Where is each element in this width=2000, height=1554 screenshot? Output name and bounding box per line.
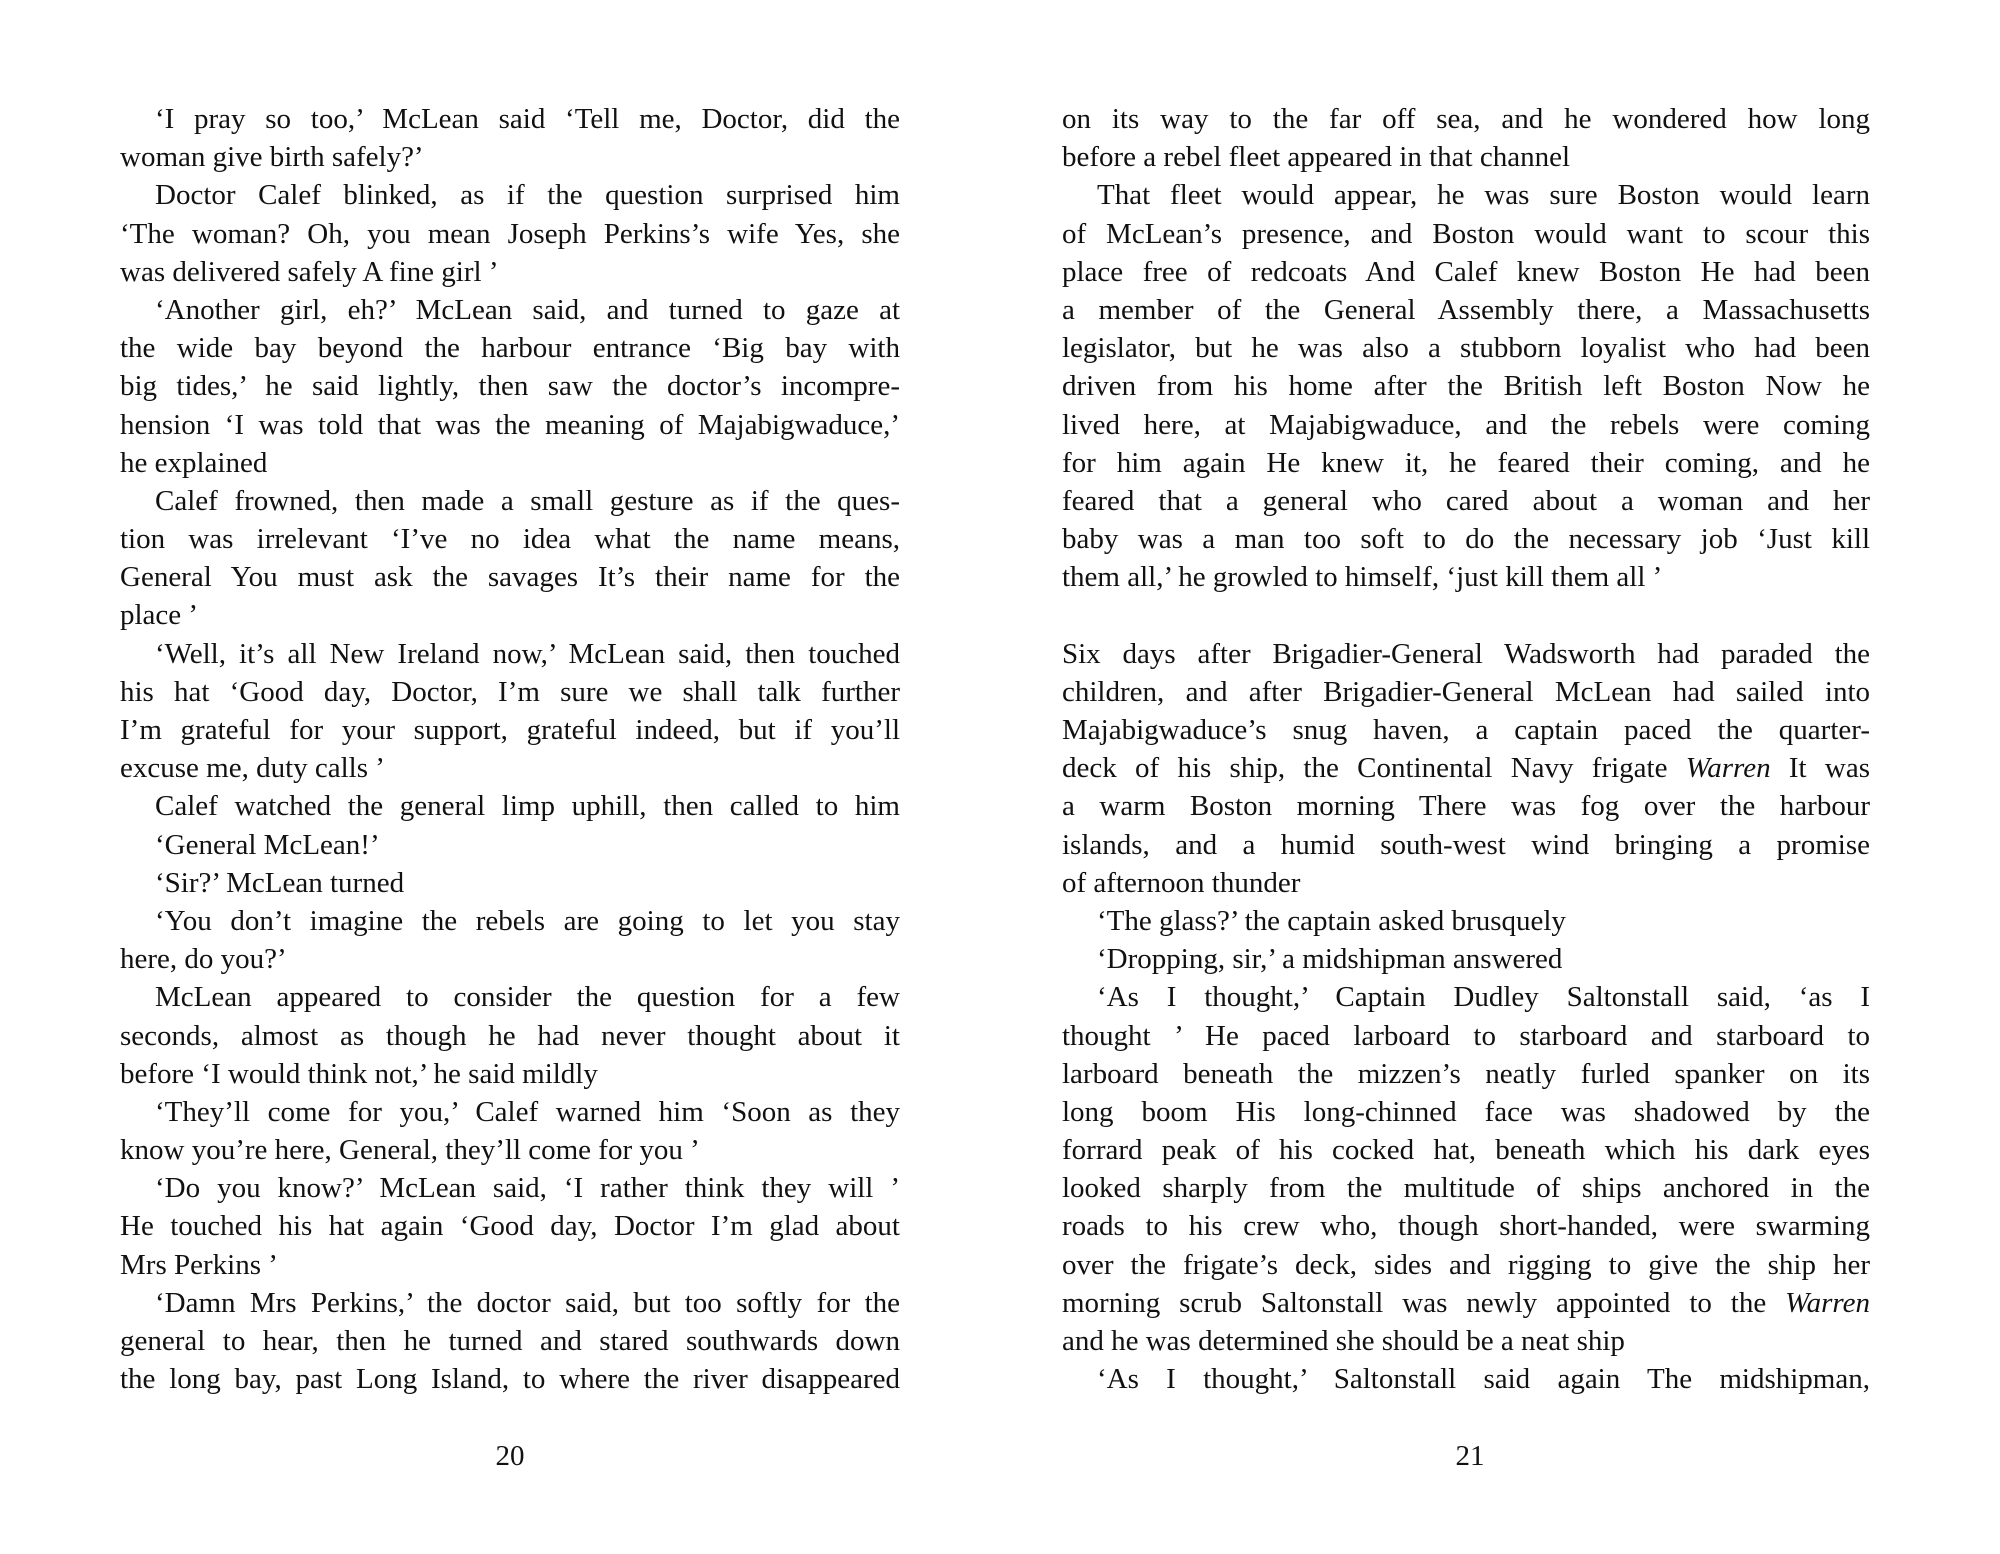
text-line: long boom His long-chinned face was shadowed by the xyxy=(1062,1095,1870,1128)
text-line: tion was irrelevant ‘I’ve no idea what the name means, xyxy=(120,523,900,556)
text-line: roads to his crew who, though short-handed, were swarming xyxy=(1062,1210,1870,1243)
text-line: his hat ‘Good day, Doctor, I’m sure we shall talk further xyxy=(120,675,900,708)
text-line: ‘As I thought,’ Saltonstall said again The midshipman, xyxy=(1097,1363,1870,1396)
text-line: Calef watched the general limp uphill, then called to him xyxy=(155,790,900,823)
left-page-text xyxy=(120,100,900,1398)
text-line: children, and after Brigadier-General McLean had sailed into xyxy=(1062,675,1870,708)
text-line: place ’ xyxy=(120,599,199,632)
text-line: ‘Damn Mrs Perkins,’ the doctor said, but too softly for the xyxy=(155,1286,900,1319)
text-line: looked sharply from the multitude of ships anchored in the xyxy=(1062,1172,1870,1205)
text-line: seconds, almost as though he had never thought about it xyxy=(120,1019,900,1052)
text-line: he explained xyxy=(120,446,268,479)
text-line: ‘Sir?’ McLean turned xyxy=(155,866,405,899)
line-text: morning scrub Saltonstall was newly appointed to the xyxy=(1062,1286,1767,1319)
text-line: of afternoon thunder xyxy=(1062,866,1301,899)
text-line: legislator, but he was also a stubborn loyalist who had been xyxy=(1062,332,1870,365)
text-line: hension ‘I was told that was the meaning of Majabigwaduce,’ xyxy=(120,408,900,441)
text-line: ‘Well, it’s all New Ireland now,’ McLean said, then touched xyxy=(155,637,900,670)
text-line: for him again He knew it, he feared their coming, and he xyxy=(1062,446,1870,479)
text-line: woman give birth safely?’ xyxy=(120,141,424,174)
text-line: islands, and a humid south-west wind bringing a promise xyxy=(1062,828,1870,861)
text-line: a warm Boston morning There was fog over the harbour xyxy=(1062,790,1870,823)
text-line: ‘I pray so too,’ McLean said ‘Tell me, Doctor, did the xyxy=(155,103,900,135)
text-line: thought ’ He paced larboard to starboard and starboard to xyxy=(1062,1019,1870,1052)
text-line: ‘The glass?’ the captain asked brusquely xyxy=(1097,904,1566,937)
ship-name-italic: Warren xyxy=(1685,752,1771,785)
text-line: driven from his home after the British left Boston Now he xyxy=(1062,370,1870,403)
text-line: ‘They’ll come for you,’ Calef warned him ‘Soon as they xyxy=(155,1095,900,1128)
text-line: big tides,’ he said lightly, then saw the doctor’s incompre- xyxy=(120,370,900,403)
text-line: ‘You don’t imagine the rebels are going to let you stay xyxy=(155,904,900,937)
text-line: ‘Another girl, eh?’ McLean said, and turned to gaze at xyxy=(155,293,900,326)
ship-name-italic: Warren xyxy=(1785,1286,1871,1319)
text-line: He touched his hat again ‘Good day, Doctor I’m glad about xyxy=(120,1210,900,1243)
text-line: Calef frowned, then made a small gesture as if the ques- xyxy=(155,484,900,517)
text-line: That fleet would appear, he was sure Boston would learn xyxy=(1097,179,1870,212)
text-line: on its way to the far off sea, and he wondered how long xyxy=(1062,103,1870,135)
text-line: of McLean’s presence, and Boston would want to scour this xyxy=(1062,217,1870,250)
text-line: and he was determined she should be a neat ship xyxy=(1062,1325,1625,1357)
right-page-number: 21 xyxy=(1455,1440,1485,1472)
text-line: I’m grateful for your support, grateful indeed, but if you’ll xyxy=(120,714,900,746)
text-line: before a rebel fleet appeared in that channel xyxy=(1062,141,1571,174)
text-line: feared that a general who cared about a woman and her xyxy=(1062,484,1870,517)
line-tail: It was xyxy=(1770,752,1870,785)
text-line: the long bay, past Long Island, to where the river disappeared xyxy=(120,1363,900,1396)
text-line: ‘As I thought,’ Captain Dudley Saltonstall said, ‘as I xyxy=(1097,981,1870,1014)
text-line: forrard peak of his cocked hat, beneath which his dark eyes xyxy=(1062,1134,1870,1167)
text-line: ‘The woman? Oh, you mean Joseph Perkins’s wife Yes, she xyxy=(120,217,900,250)
text-line: excuse me, duty calls ’ xyxy=(120,752,385,785)
text-line: ‘Dropping, sir,’ a midshipman answered xyxy=(1097,943,1563,976)
text-line xyxy=(1062,1284,1870,1322)
text-line: before ‘I would think not,’ he said mildly xyxy=(120,1057,598,1090)
text-line: Six days after Brigadier-General Wadsworth had paraded the xyxy=(1062,637,1870,670)
right-page-text xyxy=(1062,100,1870,1398)
text-line: a member of the General Assembly there, a Massachusetts xyxy=(1062,293,1870,326)
text-line xyxy=(1062,749,1870,787)
text-line: larboard beneath the mizzen’s neatly furled spanker on its xyxy=(1062,1057,1870,1090)
text-line: them all,’ he growled to himself, ‘just kill them all ’ xyxy=(1062,561,1663,594)
text-line: McLean appeared to consider the question for a few xyxy=(155,981,900,1014)
text-line: over the frigate’s deck, sides and rigging to give the ship her xyxy=(1062,1248,1870,1281)
text-line: Mrs Perkins ’ xyxy=(120,1248,278,1281)
line-text: deck of his ship, the Continental Navy frigate xyxy=(1062,752,1668,785)
left-page-number: 20 xyxy=(495,1440,525,1472)
text-line: Doctor Calef blinked, as if the question surprised him xyxy=(155,179,900,212)
text-line: Majabigwaduce’s snug haven, a captain paced the quarter- xyxy=(1062,714,1870,746)
text-line: general to hear, then he turned and stared southwards down xyxy=(120,1325,900,1357)
text-line: ‘General McLean!’ xyxy=(155,828,380,861)
text-line: lived here, at Majabigwaduce, and the rebels were coming xyxy=(1062,408,1870,441)
text-line: was delivered safely A fine girl ’ xyxy=(120,255,499,288)
right-page xyxy=(1000,0,2000,1554)
text-line: the wide bay beyond the harbour entrance ‘Big bay with xyxy=(120,332,900,365)
text-line: General You must ask the savages It’s their name for the xyxy=(120,561,900,594)
text-line: place free of redcoats And Calef knew Boston He had been xyxy=(1062,255,1870,288)
section-break xyxy=(1062,596,1870,634)
text-line: ‘Do you know?’ McLean said, ‘I rather think they will ’ xyxy=(155,1172,900,1205)
text-line: baby was a man too soft to do the necessary job ‘Just kill xyxy=(1062,523,1870,556)
text-line: here, do you?’ xyxy=(120,943,287,976)
text-line: know you’re here, General, they’ll come for you ’ xyxy=(120,1134,700,1167)
